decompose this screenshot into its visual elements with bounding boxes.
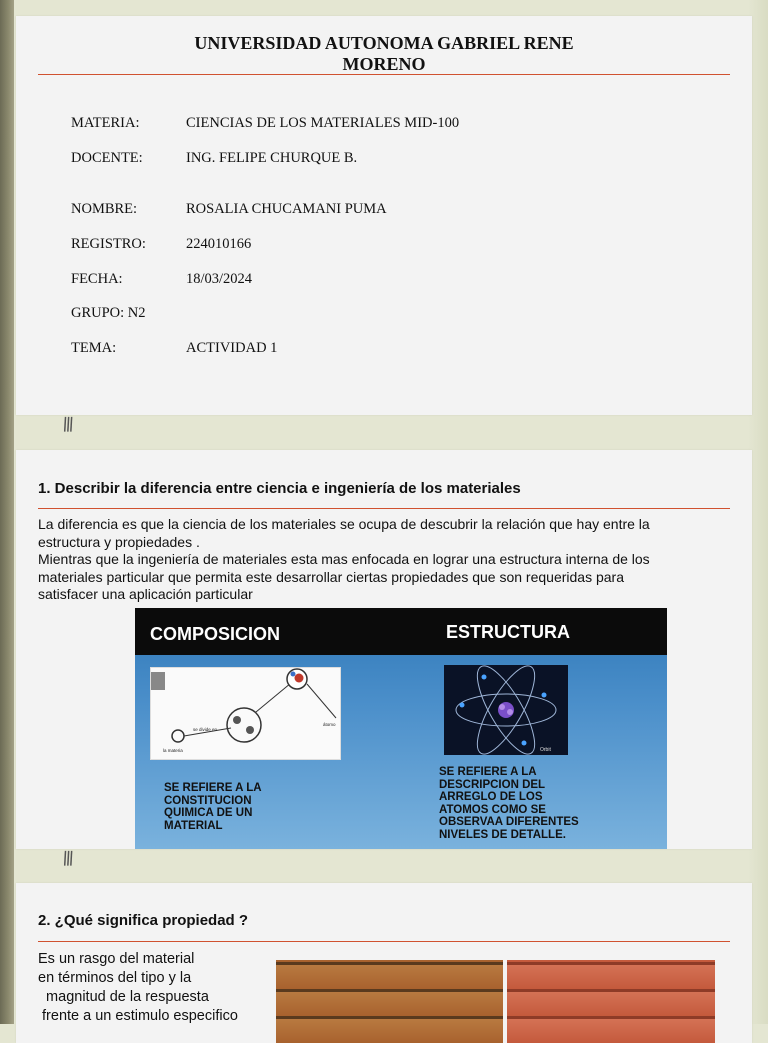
field-label: FECHA: (71, 271, 123, 287)
connector-line (256, 683, 291, 712)
paragraph-line: Mientras que la ingeniería de materiales esta mas enfocada en lograr una estructura interna de los (38, 551, 650, 567)
field-value: ROSALIA CHUCAMANI PUMA (186, 201, 387, 217)
background-side-stripe (0, 0, 14, 1024)
paragraph-line: La diferencia es que la ciencia de los materiales se ocupa de descubrir la relación que hay entre la (38, 516, 650, 532)
diagram-label-materia: la materia (163, 748, 183, 753)
atom-graphic (444, 665, 568, 755)
banner-right-title: ESTRUCTURA (446, 622, 570, 642)
section1-heading: 1. Describir la diferencia entre ciencia e ingeniería de los materiales (38, 480, 521, 497)
diagram-label-divide: se divide en (193, 727, 218, 732)
field-value: ACTIVIDAD 1 (186, 340, 278, 356)
electron-dot (460, 703, 465, 708)
university-title-line1: UNIVERSIDAD AUTONOMA GABRIEL RENE (194, 33, 574, 53)
composition-diagram-graphic (151, 668, 340, 759)
composition-diagram (150, 667, 341, 760)
field-value: 224010166 (186, 236, 252, 252)
banner-left-caption (164, 782, 262, 832)
field-value: 18/03/2024 (186, 271, 253, 287)
title-divider (38, 74, 730, 75)
proton-dot (499, 704, 505, 710)
section1-paragraph (38, 516, 718, 604)
paragraph-line: estructura y propiedades . (38, 533, 200, 550)
field-label: REGISTRO: (71, 236, 146, 252)
cover-slide (16, 16, 752, 415)
connector-line (307, 684, 336, 718)
banner-left-title: COMPOSICION (150, 624, 281, 644)
caption-line: QUIMICA DE UN (164, 807, 253, 819)
caption-line: ATOMOS COMO SE (439, 803, 546, 816)
caption-line: DESCRIPCION DEL (439, 778, 546, 791)
electron-dot (482, 675, 487, 680)
diagram-label-orbit: Orbit (540, 747, 551, 753)
atom-dot (246, 726, 254, 734)
atom-dot (233, 716, 241, 724)
paragraph-line: en términos del tipo y la (38, 970, 192, 986)
electron-dot (522, 741, 527, 746)
paragraph-line: materiales particular que permita este desarrollar ciertas propiedades que son requeridas para (38, 568, 624, 585)
field-value: CIENCIAS DE LOS MATERIALES MID-100 (186, 115, 460, 131)
electron-dot (542, 693, 547, 698)
proton-dot (507, 709, 513, 715)
caption-line: ARREGLO DE LOS (439, 791, 543, 803)
paragraph-line: magnitud de la respuesta (38, 989, 209, 1005)
caption-line: MATERIAL (164, 819, 223, 832)
atom-structure-image (444, 665, 568, 755)
paragraph-line: satisfacer una aplicación particular (38, 586, 253, 602)
caption-line: NIVELES DE DETALLE. (439, 828, 566, 841)
university-title (16, 33, 752, 75)
section2-slide (16, 883, 752, 1043)
field-label: TEMA: (71, 340, 117, 356)
caption-line: OBSERVAA DIFERENTES (439, 816, 579, 828)
faucet-icon (151, 672, 165, 690)
drop-icon (172, 730, 184, 742)
section2-divider (38, 941, 730, 942)
section1-slide (16, 450, 752, 849)
field-label: DOCENTE: (71, 150, 143, 166)
section2-heading: 2. ¿Qué significa propiedad ? (38, 912, 249, 929)
stone-bricks-image (276, 960, 503, 1043)
caption-line: SE REFIERE A LA (164, 782, 262, 794)
field-label: NOMBRE: (71, 201, 138, 217)
decorative-slash-marks: \\\ (58, 414, 76, 435)
paragraph-line: frente a un estimulo especifico (38, 1008, 238, 1024)
section1-divider (38, 508, 730, 509)
university-title-line2: MORENO (342, 54, 426, 74)
composition-structure-banner (135, 608, 667, 849)
caption-line: CONSTITUCION (164, 794, 252, 807)
diagram-label-atomo: átomo (323, 722, 336, 727)
field-label: MATERIA: (71, 115, 140, 131)
banner-right-caption (439, 766, 579, 841)
nucleus-dot (295, 674, 304, 683)
electron-dot (291, 672, 296, 677)
decorative-slash-marks: \\\ (58, 848, 76, 869)
red-bricks-image (507, 960, 715, 1043)
caption-line: SE REFIERE A LA (439, 766, 537, 778)
field-label: GRUPO: N2 (71, 305, 146, 321)
field-value: ING. FELIPE CHURQUE B. (186, 150, 358, 166)
section2-paragraph (38, 950, 268, 1026)
molecule-circle (227, 708, 261, 742)
paragraph-line: Es un rasgo del material (38, 951, 195, 967)
